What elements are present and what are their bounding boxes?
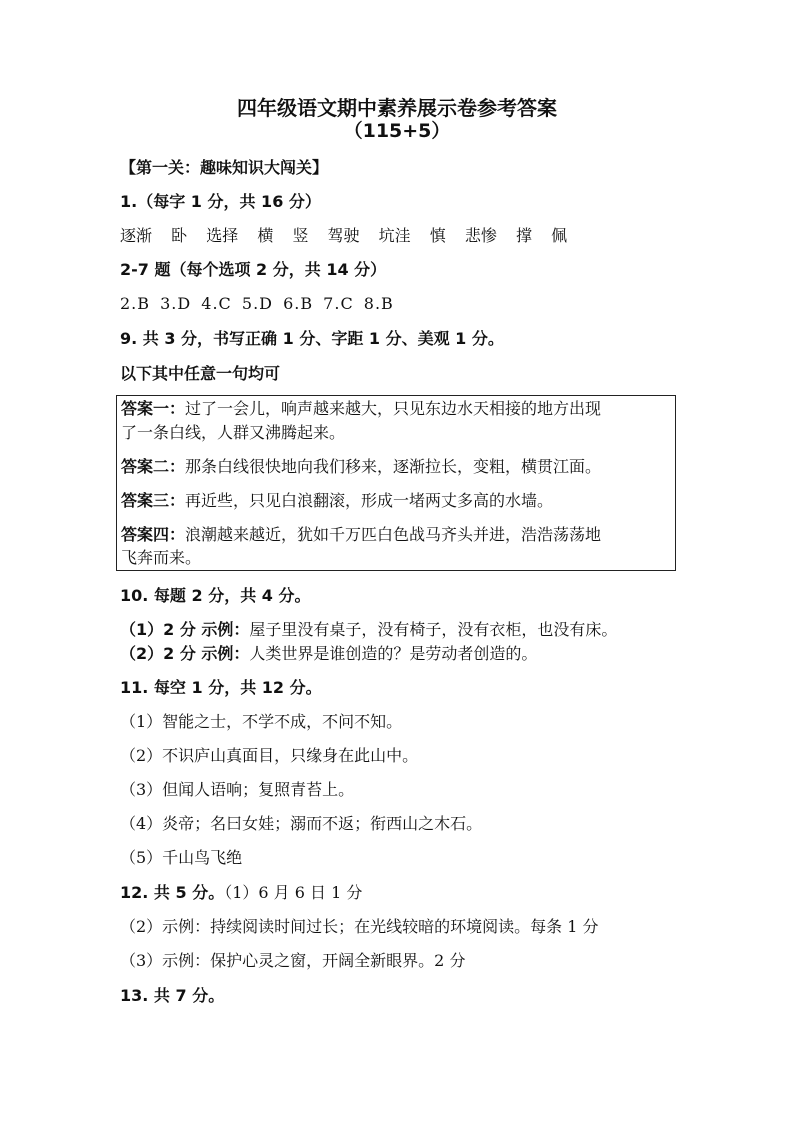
- answer-1-label: 答案一：: [121, 399, 186, 418]
- q1-word: 逐渐: [120, 226, 153, 245]
- q10-2-text: 人类世界是谁创造的？是劳动者创造的。: [249, 644, 538, 663]
- question-12-heading: 12. 共 5 分。: [120, 883, 225, 902]
- q1-word: 慎: [429, 226, 446, 245]
- answer-1-continued: 了一条白线，人群又沸腾起来。: [121, 423, 346, 442]
- q12-2: （2）示例：持续阅读时间过长；在光线较暗的环境阅读。每条 1 分: [120, 917, 599, 936]
- question-2-7-answers: 2.B 3.D 4.C 5.D 6.B 7.C 8.B: [120, 294, 394, 313]
- answer-1: [121, 399, 601, 419]
- q1-word: 坑洼: [378, 226, 411, 245]
- question-2-7-heading: 2-7 题（每个选项 2 分，共 14 分）: [120, 260, 387, 279]
- section-heading: 【第一关：趣味知识大闯关】: [120, 158, 329, 177]
- answer-2-label: 答案二：: [121, 457, 186, 476]
- q10-1-text: 屋子里没有桌子，没有椅子，没有衣柜，也没有床。: [249, 620, 618, 639]
- q11-item: （5）千山鸟飞绝: [120, 848, 243, 867]
- question-10-item-2: [120, 644, 537, 664]
- question-9-heading: 9. 共 3 分，书写正确 1 分、字距 1 分、美观 1 分。: [120, 329, 504, 348]
- question-9-note: 以下其中任意一句均可: [120, 364, 281, 383]
- q1-word: 悲惨: [464, 226, 497, 245]
- q12-1: （1）6 月 6 日 1 分: [224, 883, 363, 902]
- q11-item: （4）炎帝；名曰女娃；溺而不返；衔西山之木石。: [120, 814, 483, 833]
- q1-word: 卧: [171, 226, 188, 245]
- q12-3: （3）示例：保护心灵之窗，开阔全新眼界。2 分: [120, 951, 466, 970]
- q1-word: 撑: [515, 226, 532, 245]
- question-10-heading: 10. 每题 2 分，共 4 分。: [120, 586, 311, 605]
- answer-box: [116, 395, 676, 571]
- q10-1-label: （1）2 分 示例：: [120, 620, 250, 639]
- question-10-item-1: [120, 620, 617, 640]
- answer-2: [121, 457, 601, 477]
- question-1-heading: 1.（每字 1 分，共 16 分）: [120, 192, 321, 211]
- answer-3-text: 再近些，只见白浪翻滚，形成一堵两丈多高的水墙。: [185, 491, 554, 510]
- answer-4-text: 浪潮越来越近，犹如千万匹白色战马齐头并进，浩浩荡荡地: [185, 525, 602, 544]
- question-13-heading: 13. 共 7 分。: [120, 986, 225, 1005]
- question-11-heading: 11. 每空 1 分，共 12 分。: [120, 678, 322, 697]
- q1-word: 横: [257, 226, 274, 245]
- answer-3: [121, 491, 553, 511]
- page-title: 四年级语文期中素养展示卷参考答案: [237, 96, 557, 120]
- answer-4-continued: 飞奔而来。: [121, 548, 202, 567]
- question-1-answers: [120, 226, 567, 246]
- q1-word: 驾驶: [327, 226, 360, 245]
- answer-4: [121, 525, 601, 545]
- q1-word: 选择: [206, 226, 239, 245]
- q10-2-label: （2）2 分 示例：: [120, 644, 250, 663]
- page-subtitle: （115+5）: [343, 120, 451, 142]
- q11-item: （2）不识庐山真面目，只缘身在此山中。: [120, 746, 419, 765]
- answer-3-label: 答案三：: [121, 491, 186, 510]
- q1-word: 佩: [551, 226, 568, 245]
- q11-item: （3）但闻人语响；复照青苔上。: [120, 780, 355, 799]
- question-12-line: [120, 883, 362, 903]
- answer-4-label: 答案四：: [121, 525, 186, 544]
- q1-word: 竖: [292, 226, 309, 245]
- answer-1-text: 过了一会儿，响声越来越大，只见东边水天相接的地方出现: [185, 399, 602, 418]
- answer-2-text: 那条白线很快地向我们移来，逐渐拉长，变粗，横贯江面。: [185, 457, 602, 476]
- q11-item: （1）智能之士，不学不成，不问不知。: [120, 712, 403, 731]
